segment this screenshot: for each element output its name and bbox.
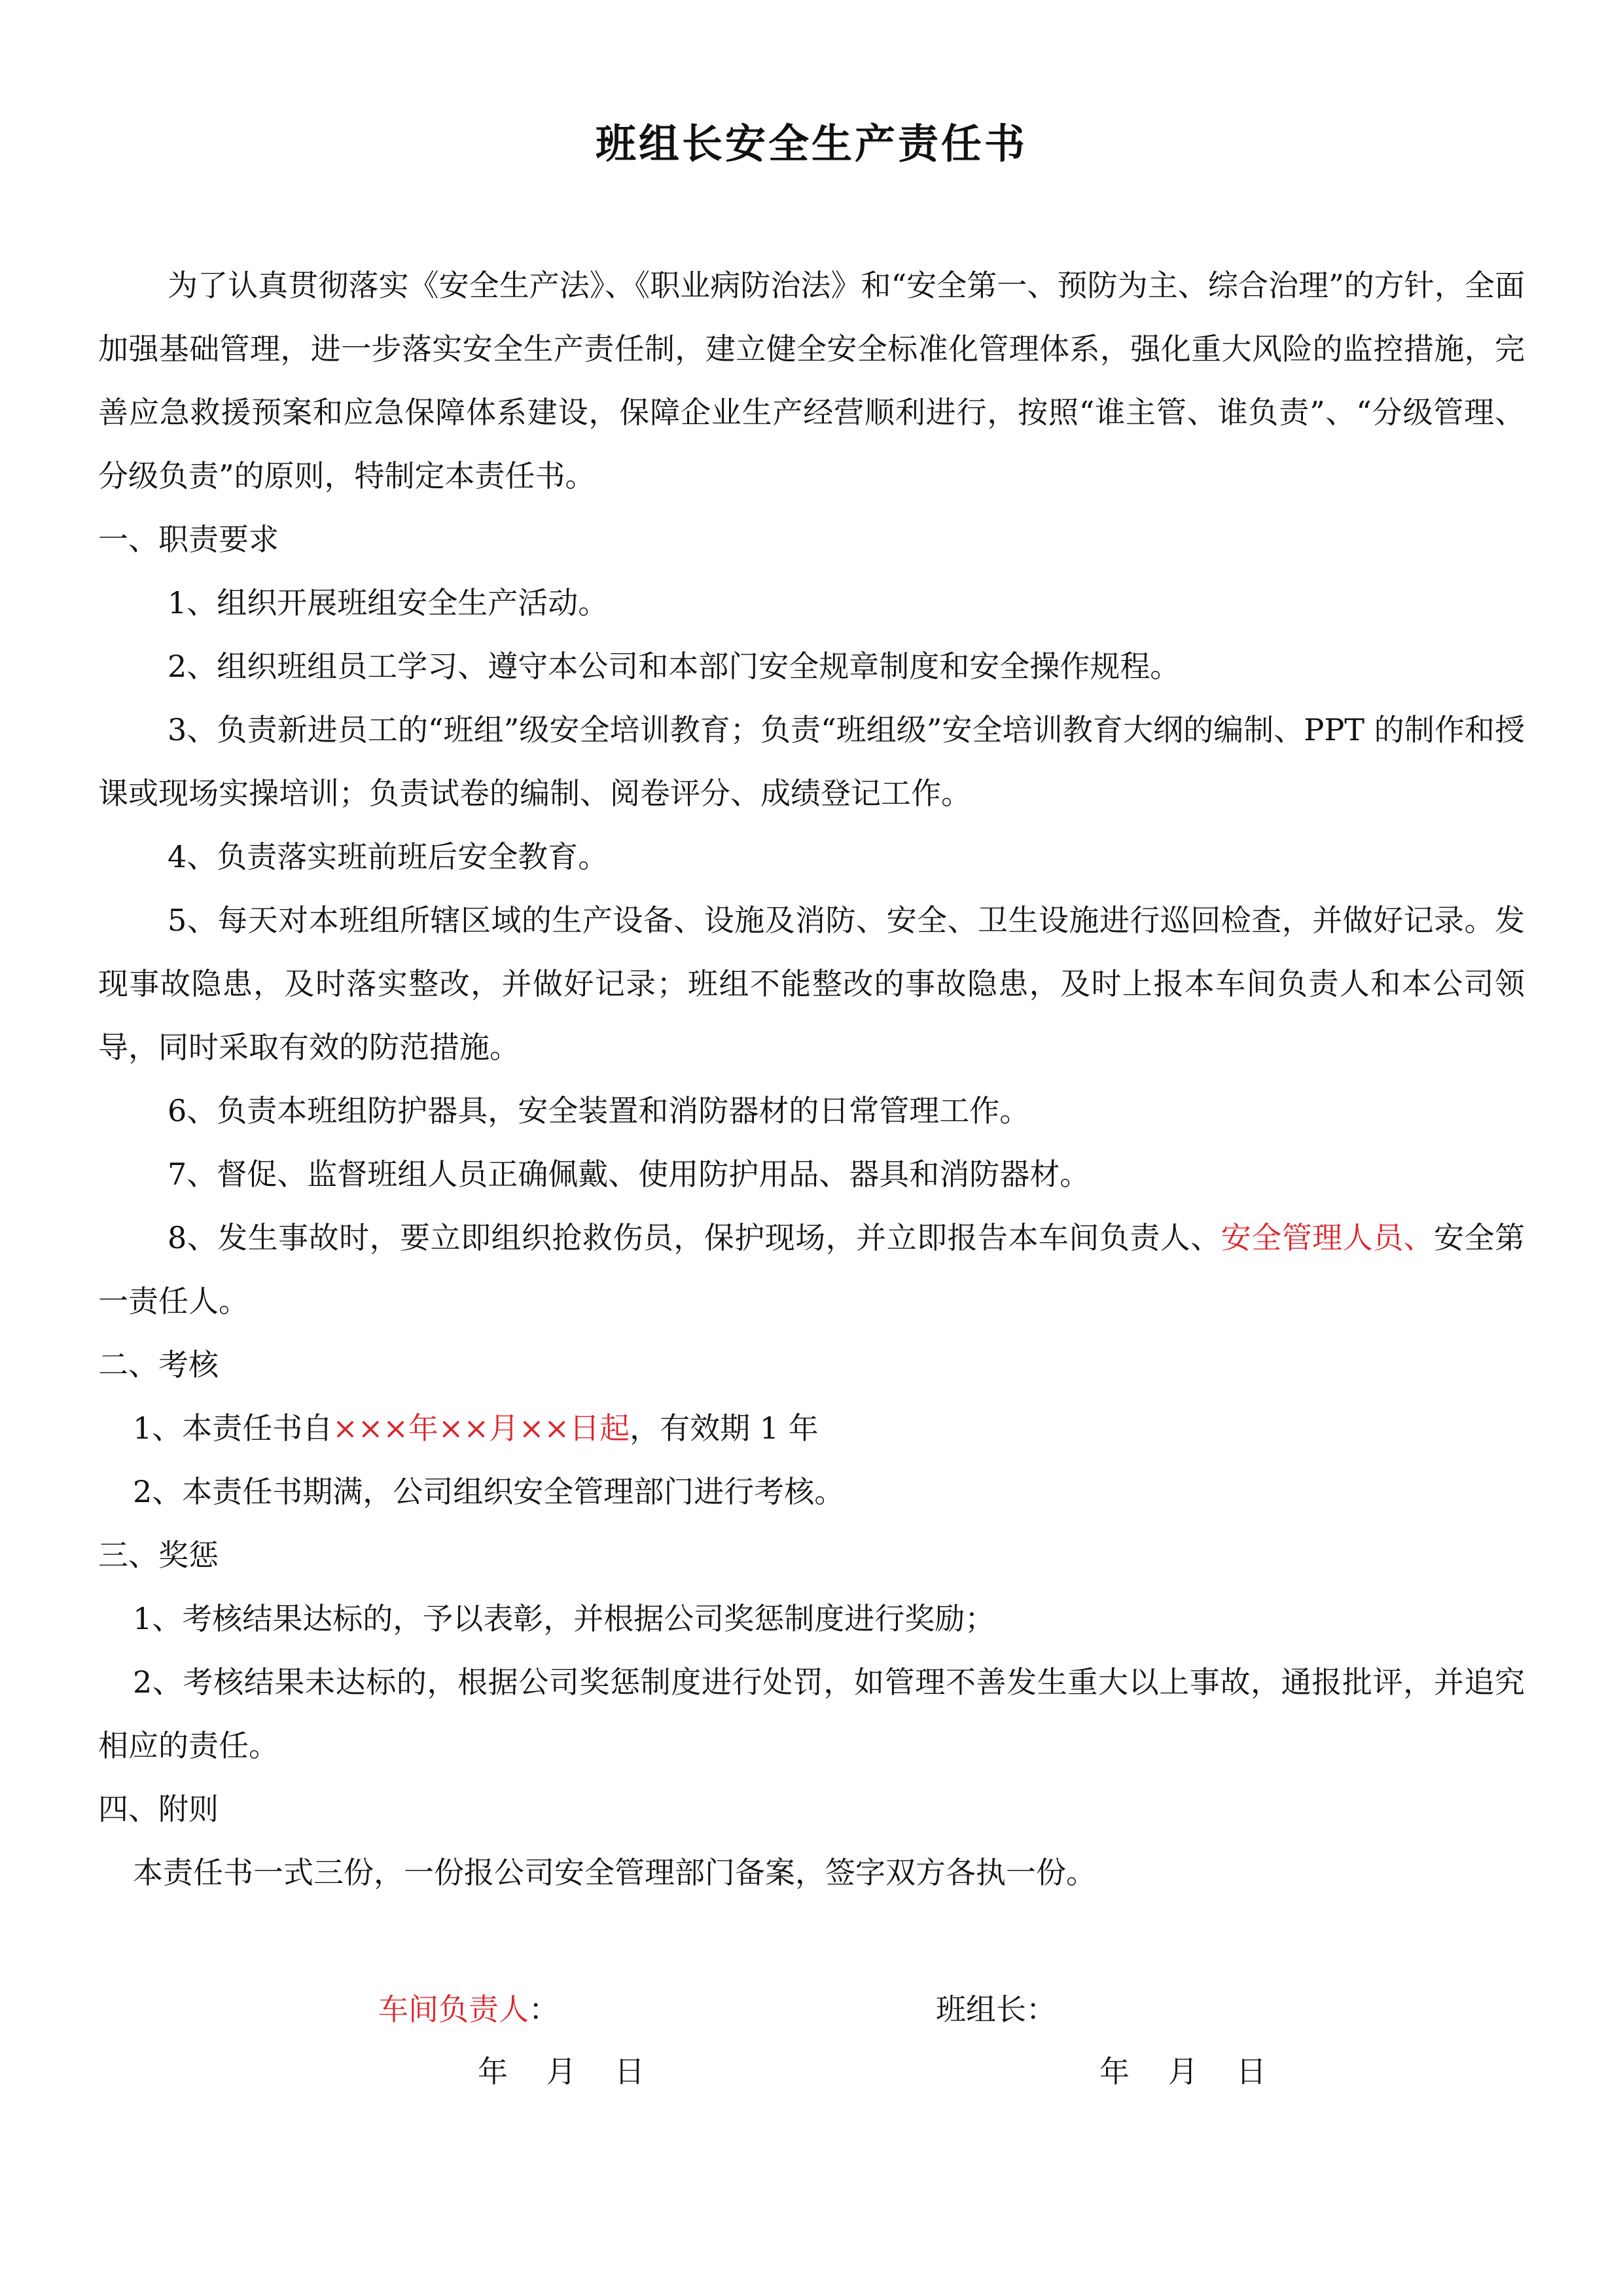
section-heading-duties: 一、职责要求 — [98, 522, 279, 557]
duty-item-8-highlight: 安全管理人员、 — [1221, 1220, 1435, 1255]
duty-item-8-text: 8、发生事故时，要立即组织抢救伤员，保护现场，并立即报告本车间负责人、 — [168, 1220, 1221, 1255]
document-body — [98, 254, 1525, 1905]
reward-item-1: 1、考核结果达标的，予以表彰，并根据公司奖惩制度进行奖励； — [133, 1601, 995, 1636]
duty-item-7: 7、督促、监督班组人员正确佩戴、使用防护用品、器具和消防器材。 — [168, 1157, 1090, 1192]
section-heading-assessment: 二、考核 — [98, 1347, 219, 1382]
assessment-item-1 — [98, 1397, 1525, 1460]
assessment-item-2: 2、本责任书期满，公司组织安全管理部门进行考核。 — [133, 1474, 845, 1509]
appendix-text: 本责任书一式三份，一份报公司安全管理部门备案，签字双方各执一份。 — [133, 1855, 1096, 1890]
duty-item-3: 3、负责新进员工的“班组”级安全培训教育；负责“班组级”安全培训教育大纲的编制、PPT 的制作和授课或现场实操培训；负责试卷的编制、阅卷评分、成绩登记工作。 — [98, 712, 1525, 811]
section-heading-appendix: 四、附则 — [98, 1791, 219, 1827]
duty-item-5: 5、每天对本班组所辖区域的生产设备、设施及消防、安全、卫生设施进行巡回检查，并做好记录。发现事故隐患，及时落实整改，并做好记录；班组不能整改的事故隐患，及时上报本车间负责人和本公司领导，同时采取有效的防范措施。 — [98, 903, 1525, 1065]
signature-workshop-leader — [378, 1990, 559, 2029]
document-title: 班组长安全生产责任书 — [595, 120, 1027, 168]
signature-team-leader: 班组长： — [936, 1992, 1056, 2027]
duty-item-2: 2、组织班组员工学习、遵守本公司和本部门安全规章制度和安全操作规程。 — [168, 649, 1181, 684]
duty-item-4: 4、负责落实班前班后安全教育。 — [168, 839, 609, 874]
duty-item-6: 6、负责本班组防护器具，安全装置和消防器材的日常管理工作。 — [168, 1093, 1030, 1128]
section-heading-rewards: 三、奖惩 — [98, 1537, 219, 1573]
signature-workshop-leader-label: 车间负责人 — [378, 1992, 529, 2027]
assessment-item-1-tail: ，有效期 1 年 — [630, 1410, 819, 1446]
signature-workshop-leader-colon: ： — [529, 1992, 559, 2027]
assessment-item-1-text: 1、本责任书自 — [133, 1410, 333, 1446]
reward-item-2: 2、考核结果未达标的，根据公司奖惩制度进行处罚，如管理不善发生重大以上事故，通报批评，并追究相应的责任。 — [98, 1664, 1525, 1763]
intro-paragraph: 为了认真贯彻落实《安全生产法》、《职业病防治法》和“安全第一、预防为主、综合治理”的方针，全面加强基础管理，进一步落实安全生产责任制，建立健全安全标准化管理体系，强化重大风险的监控措施，完善应急救援预案和应急保障体系建设，保障企业生产经营顺利进行，按照“谁主管、谁负责”、“分级管理、分级负责”的原则，特制定本责任书。 — [98, 268, 1525, 493]
duty-item-8 — [98, 1206, 1525, 1333]
signature-date-left: 年 月 日 — [478, 2054, 645, 2089]
duty-item-8-tail: 安全第一责任人。 — [98, 1220, 1525, 1319]
assessment-date-highlight: ×××年××月××日起 — [332, 1410, 630, 1446]
duty-item-1: 1、组织开展班组安全生产活动。 — [168, 585, 609, 620]
signature-date-right: 年 月 日 — [1099, 2054, 1266, 2089]
